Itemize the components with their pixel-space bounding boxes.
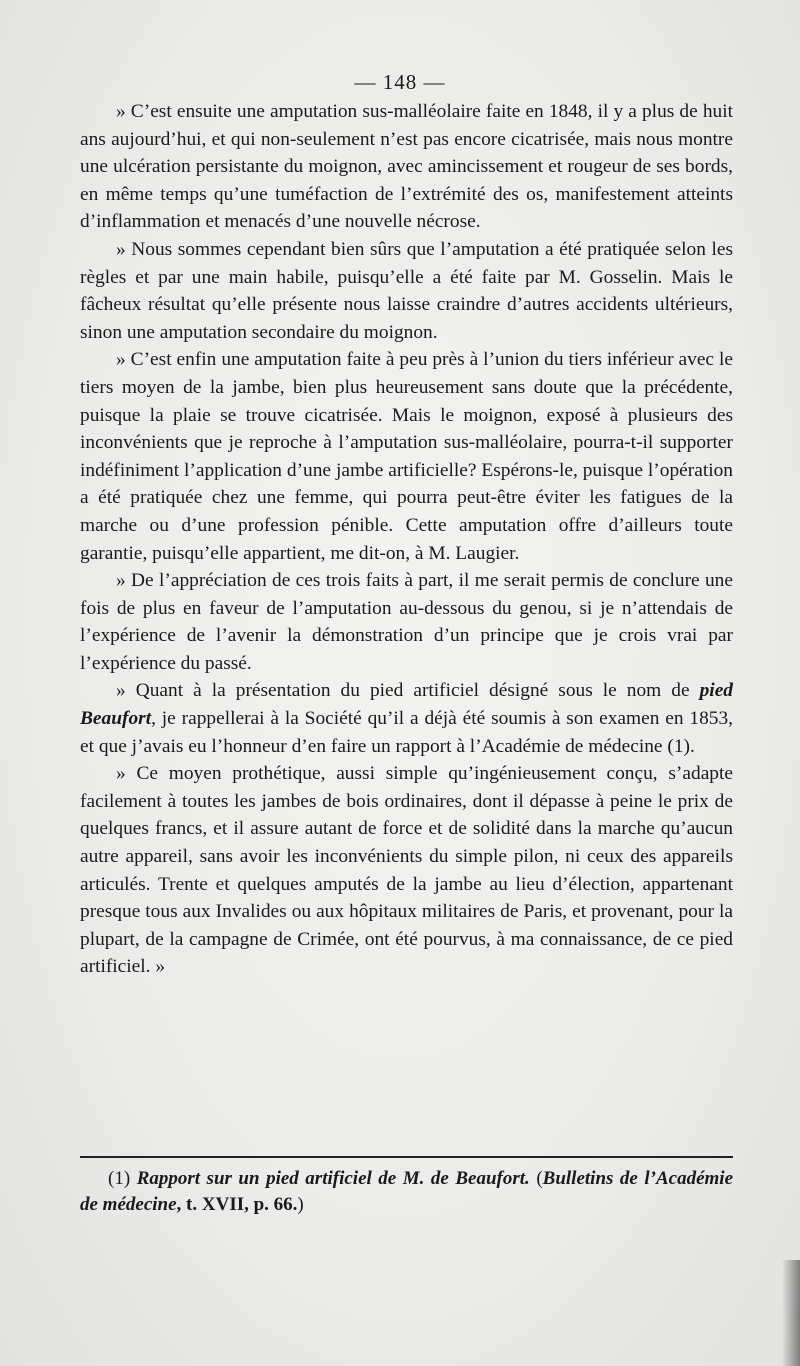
footnote bbox=[80, 1166, 733, 1218]
footnote-volume: , t. XVII, p. 66. bbox=[176, 1194, 298, 1215]
paragraph-5-after: , je rappellerai à la Société qu’il a déjà été soumis à son examen en 1853, et que j’avais eu l’honneur d’en faire un rapport à l’Académie de médecine (1). bbox=[80, 708, 733, 757]
paragraph-6: » Ce moyen prothétique, aussi simple qu’ingénieusement conçu, s’adapte facilement à toutes les jambes de bois ordinaires, dont il dépasse à peine le prix de quelques francs, et il assure autant de force et de solidité dans la marche qu’aucun autre appareil, sans avoir les inconvénients du simple pilon, ni ceux des appareils articulés. Trente et quelques amputés de la jambe au lieu d’élection, appartenant presque tous aux Invalides ou aux hôpitaux militaires de Paris, et provenant, pour la plupart, de la campagne de Crimée, ont été pourvus, à ma connaissance, de ce pied artificiel. » bbox=[80, 763, 733, 978]
footnote-title: Rapport sur un pied artificiel de M. de Beaufort. bbox=[136, 1168, 530, 1189]
footnote-source-open: ( bbox=[529, 1168, 543, 1189]
footnote-divider bbox=[80, 1156, 733, 1158]
paragraph-5-before: » Quant à la présentation du pied artificiel désigné sous le nom de bbox=[116, 680, 700, 702]
body-text bbox=[80, 98, 733, 981]
paragraph-1: » C’est ensuite une amputation sus-malléolaire faite en 1848, il y a plus de huit ans aujourd’hui, et qui non-seulement n’est pas encore cicatrisée, mais nous montre une ulcération persistante du moignon, avec amincissement et rougeur de ses bords, en même temps qu’une tuméfaction de l’extrémité des os, manifestement atteints d’inflammation et menacés d’une nouvelle nécrose. bbox=[80, 101, 733, 233]
page-number: — 148 — bbox=[354, 70, 446, 94]
paragraph-5 bbox=[80, 677, 733, 760]
paragraph-4: » De l’appréciation de ces trois faits à part, il me serait permis de conclure une fois de plus en faveur de l’amputation au-dessous du genou, si je n’attendais de l’expérience de l’avenir la démonstration d’un principe que je crois vrai par l’expérience du passé. bbox=[80, 570, 733, 674]
paragraph-3: » C’est enfin une amputation faite à peu près à l’union du tiers inférieur avec le tiers moyen de la jambe, bien plus heureusement sans doute que la précédente, puisque la plaie se trouve cicatrisée. Mais le moignon, exposé à plusieurs des inconvénients que je reproche à l’amputation sus-malléolaire, pourra-t-il supporter indéfiniment l’application d’une jambe artificielle? Espérons-le, puisque l’opération a été pratiquée chez une femme, qui pourra peut-être éviter les fatigues de la marche ou d’une profession pénible. Cette amputation offre d’ailleurs toute garantie, puisqu’elle appartient, me dit-on, à M. Laugier. bbox=[80, 349, 733, 564]
paragraph-2: » Nous sommes cependant bien sûrs que l’amputation a été pratiquée selon les règles et par une main habile, puisqu’elle a été faite par M. Gosselin. Mais le fâcheux résultat qu’elle présente nous laisse craindre d’autres accidents ultérieurs, sinon une amputation secondaire du moignon. bbox=[80, 238, 733, 343]
footnote-marker: (1) bbox=[108, 1168, 137, 1189]
pied-beaufort-term: pied Beaufort bbox=[80, 680, 733, 730]
footnote-source: Bulletins de l’Académie de médecine bbox=[80, 1168, 734, 1215]
page-edge-shadow bbox=[782, 1260, 800, 1366]
footnote-close: ) bbox=[297, 1194, 304, 1215]
